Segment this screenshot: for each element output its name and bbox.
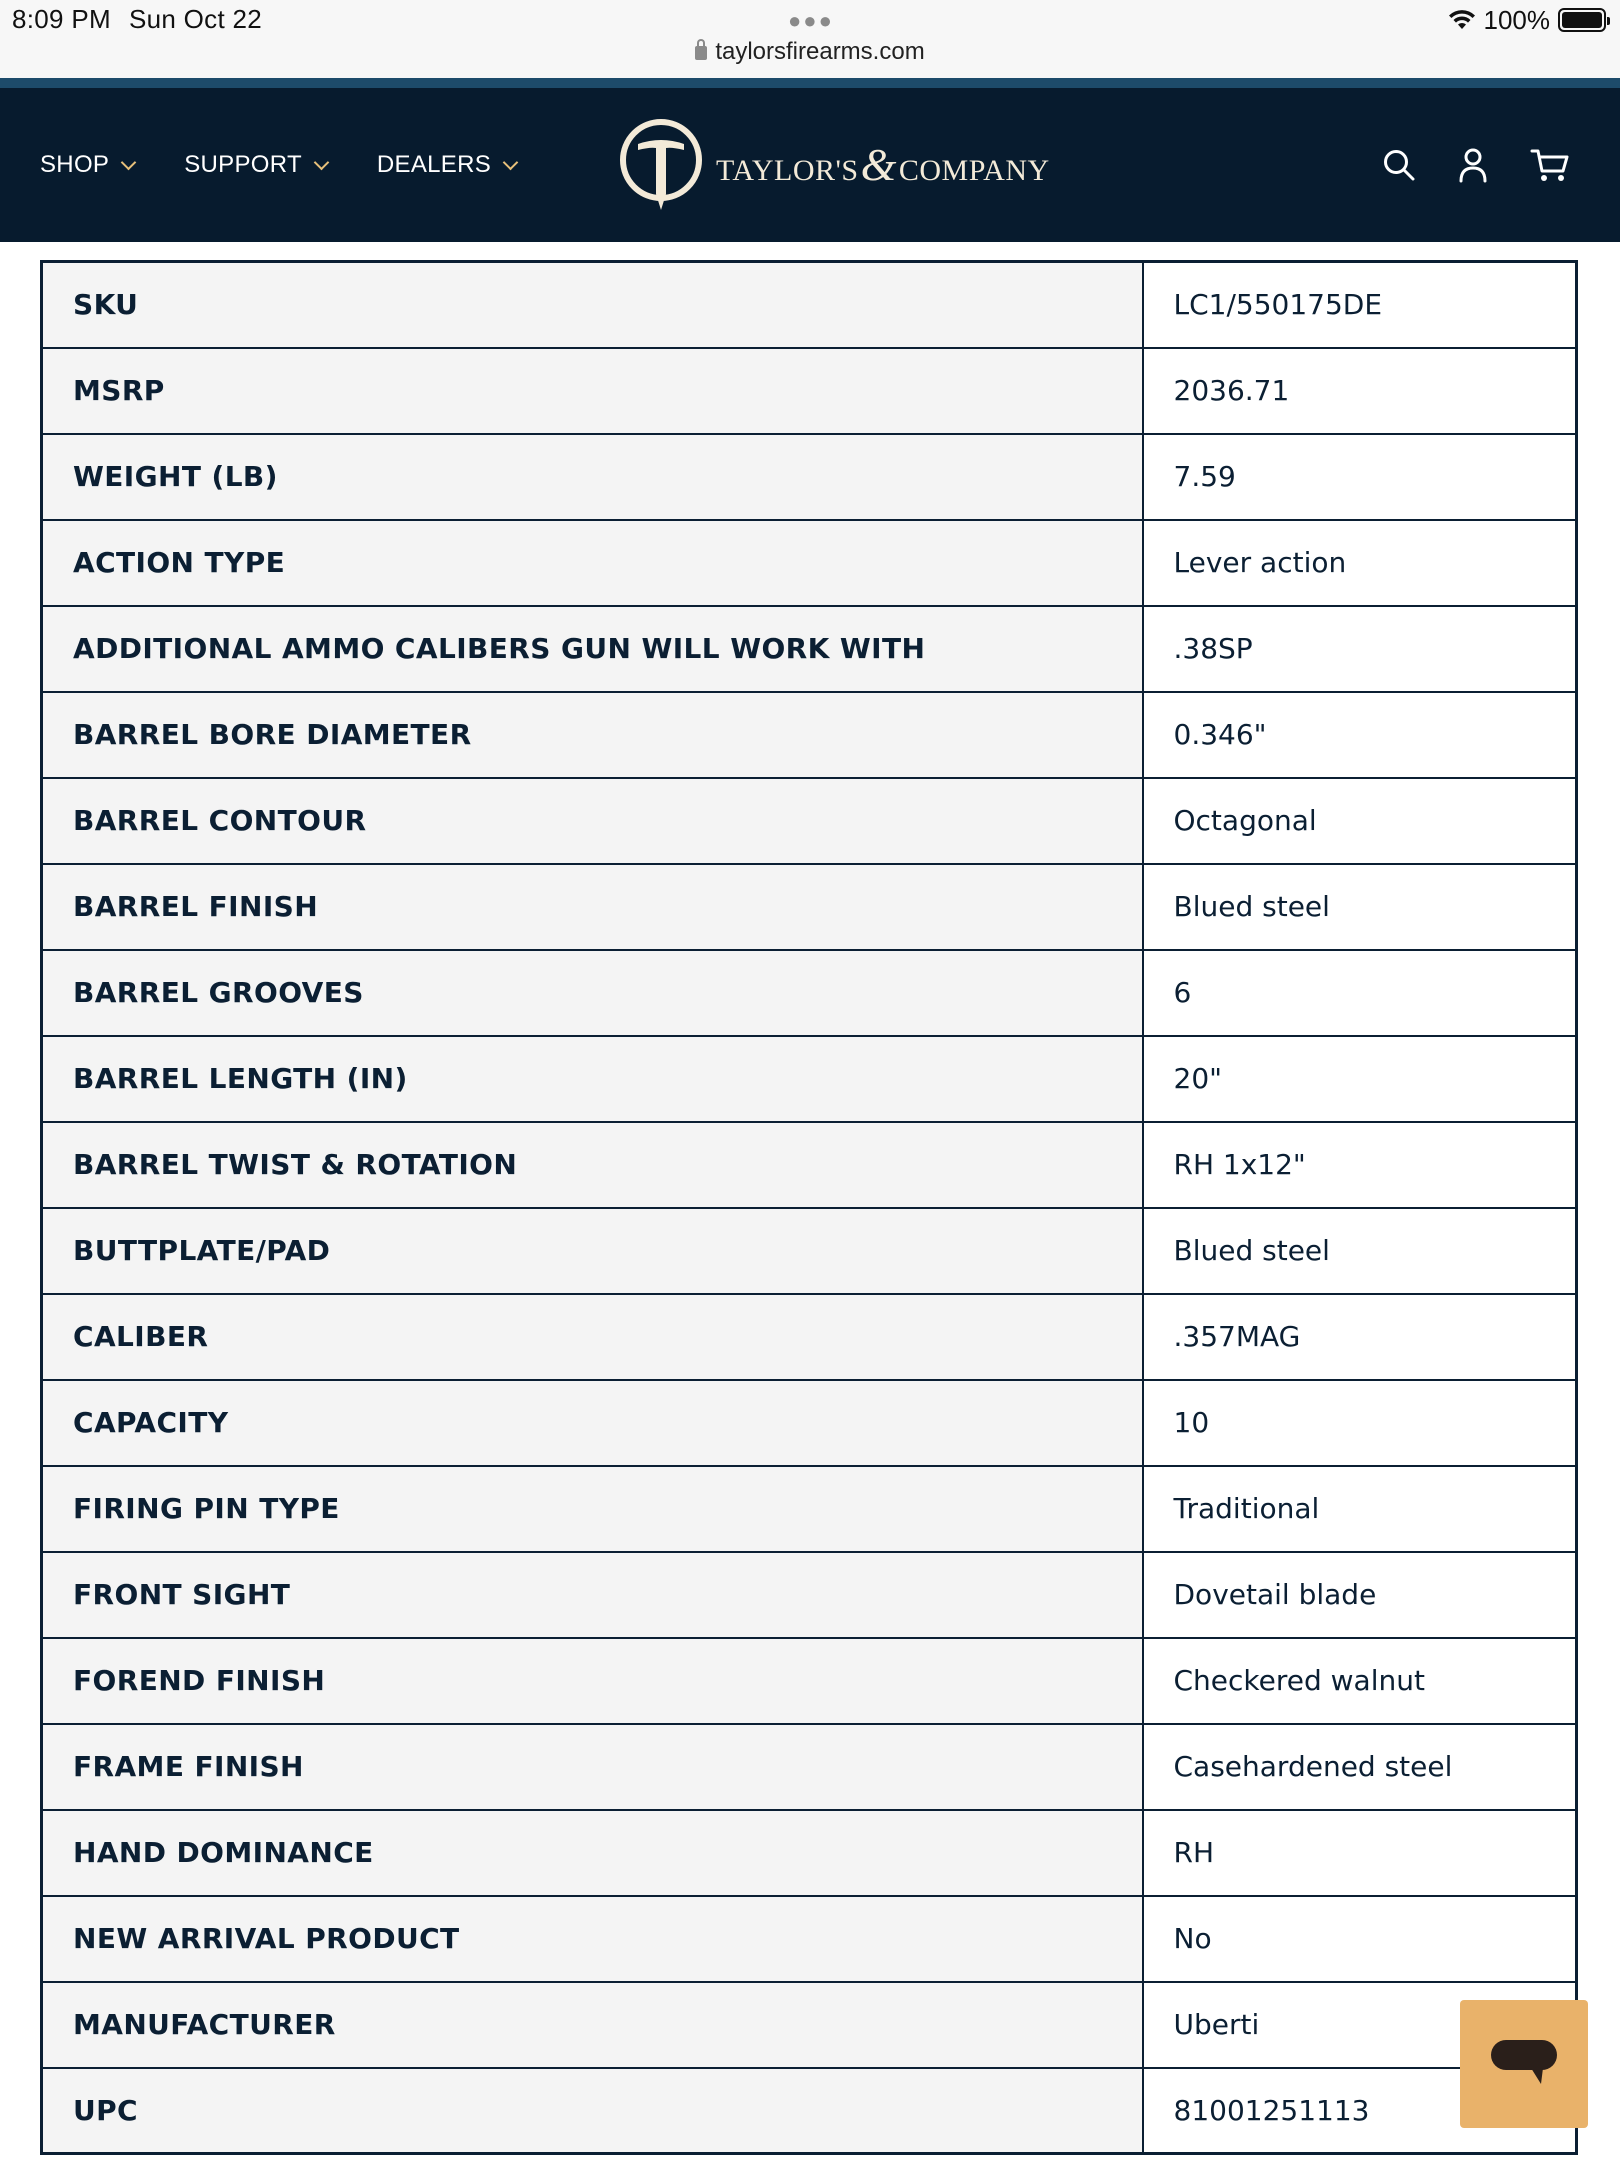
spec-value: LC1/550175DE <box>1143 262 1577 348</box>
table-row <box>42 1380 1577 1466</box>
spec-value: 2036.71 <box>1143 348 1577 434</box>
table-row <box>42 1294 1577 1380</box>
main-nav <box>40 88 516 242</box>
account-icon[interactable] <box>1458 147 1488 183</box>
table-row <box>42 520 1577 606</box>
spec-value: .38SP <box>1143 606 1577 692</box>
specifications-table <box>40 260 1578 2155</box>
spec-value: Casehardened steel <box>1143 1724 1577 1810</box>
table-row <box>42 950 1577 1036</box>
specifications-body <box>42 262 1577 2154</box>
battery-icon <box>1558 8 1606 32</box>
spec-value: Blued steel <box>1143 1208 1577 1294</box>
spec-value: Dovetail blade <box>1143 1552 1577 1638</box>
spec-label: FIRING PIN TYPE <box>42 1466 1143 1552</box>
spec-value: 7.59 <box>1143 434 1577 520</box>
spec-label: BARREL LENGTH (IN) <box>42 1036 1143 1122</box>
spec-label: ACTION TYPE <box>42 520 1143 606</box>
spec-value: RH <box>1143 1810 1577 1896</box>
table-row <box>42 262 1577 348</box>
table-row <box>42 1810 1577 1896</box>
table-row <box>42 1552 1577 1638</box>
date: Sun Oct 22 <box>128 4 263 34</box>
status-time <box>12 4 262 35</box>
table-row <box>42 864 1577 950</box>
spec-label: SKU <box>42 262 1143 348</box>
spec-label: FOREND FINISH <box>42 1638 1143 1724</box>
spec-value: 20" <box>1143 1036 1577 1122</box>
spec-value: 0.346" <box>1143 692 1577 778</box>
table-row <box>42 2068 1577 2154</box>
table-row <box>42 1982 1577 2068</box>
url-text: taylorsfirearms.com <box>715 38 925 65</box>
chevron-down-icon <box>503 154 519 170</box>
spec-value: Checkered walnut <box>1143 1638 1577 1724</box>
spec-label: NEW ARRIVAL PRODUCT <box>42 1896 1143 1982</box>
logo-amp: & <box>860 138 897 190</box>
spec-value: Uberti <box>1143 1982 1577 2068</box>
spec-label: BARREL BORE DIAMETER <box>42 692 1143 778</box>
chat-button[interactable] <box>1460 2000 1588 2128</box>
spec-value: Traditional <box>1143 1466 1577 1552</box>
cart-icon[interactable] <box>1530 147 1570 183</box>
spec-value: 10 <box>1143 1380 1577 1466</box>
logo-emblem-icon <box>616 114 706 214</box>
chevron-down-icon <box>314 154 330 170</box>
nav-label: SHOP <box>40 151 110 178</box>
spec-label: CAPACITY <box>42 1380 1143 1466</box>
table-row <box>42 1122 1577 1208</box>
nav-label: DEALERS <box>376 151 492 178</box>
nav-label: SUPPORT <box>184 151 302 178</box>
spec-value: Lever action <box>1143 520 1577 606</box>
spec-value: 6 <box>1143 950 1577 1036</box>
table-row <box>42 606 1577 692</box>
spec-label: BARREL CONTOUR <box>42 778 1143 864</box>
nav-dealers[interactable] <box>377 151 516 179</box>
table-row <box>42 434 1577 520</box>
spec-value: .357MAG <box>1143 1294 1577 1380</box>
status-indicators <box>1448 4 1607 36</box>
spec-label: MANUFACTURER <box>42 1982 1143 2068</box>
chevron-down-icon <box>121 154 137 170</box>
table-row <box>42 692 1577 778</box>
spec-label: WEIGHT (LB) <box>42 434 1143 520</box>
spec-label: FRONT SIGHT <box>42 1552 1143 1638</box>
spec-label: BARREL GROOVES <box>42 950 1143 1036</box>
logo-part2: COMPANY <box>898 153 1050 187</box>
table-row <box>42 778 1577 864</box>
url-bar[interactable] <box>0 38 1620 66</box>
spec-value: 81001251113 <box>1143 2068 1577 2154</box>
spec-value: RH 1x12" <box>1143 1122 1577 1208</box>
chat-bubble-icon <box>1491 2036 1557 2092</box>
wifi-icon <box>1448 9 1476 31</box>
spec-value: No <box>1143 1896 1577 1982</box>
accent-strip <box>0 78 1620 88</box>
site-logo[interactable] <box>616 114 1050 214</box>
spec-label: BARREL TWIST & ROTATION <box>42 1122 1143 1208</box>
spec-label: UPC <box>42 2068 1143 2154</box>
logo-part1: TAYLOR'S <box>716 153 859 187</box>
multitask-dots-icon[interactable]: ●●● <box>788 8 834 33</box>
spec-label: BUTTPLATE/PAD <box>42 1208 1143 1294</box>
spec-label: ADDITIONAL AMMO CALIBERS GUN WILL WORK WITH <box>42 606 1143 692</box>
table-row <box>42 1036 1577 1122</box>
spec-value: Octagonal <box>1143 778 1577 864</box>
spec-label: HAND DOMINANCE <box>42 1810 1143 1896</box>
lock-icon <box>695 46 707 60</box>
search-icon[interactable] <box>1382 148 1416 182</box>
time: 8:09 PM <box>12 4 111 34</box>
nav-shop[interactable] <box>40 151 134 179</box>
table-row <box>42 1466 1577 1552</box>
logo-text <box>716 138 1050 191</box>
table-row <box>42 1638 1577 1724</box>
table-row <box>42 1896 1577 1982</box>
table-row <box>42 348 1577 434</box>
spec-label: CALIBER <box>42 1294 1143 1380</box>
spec-label: FRAME FINISH <box>42 1724 1143 1810</box>
status-bar <box>0 0 1620 78</box>
spec-label: BARREL FINISH <box>42 864 1143 950</box>
spec-value: Blued steel <box>1143 864 1577 950</box>
battery-percent: 100% <box>1483 4 1550 35</box>
header-actions <box>1382 88 1570 242</box>
site-header <box>0 88 1620 242</box>
table-row <box>42 1208 1577 1294</box>
nav-support[interactable] <box>184 151 327 179</box>
spec-label: MSRP <box>42 348 1143 434</box>
table-row <box>42 1724 1577 1810</box>
